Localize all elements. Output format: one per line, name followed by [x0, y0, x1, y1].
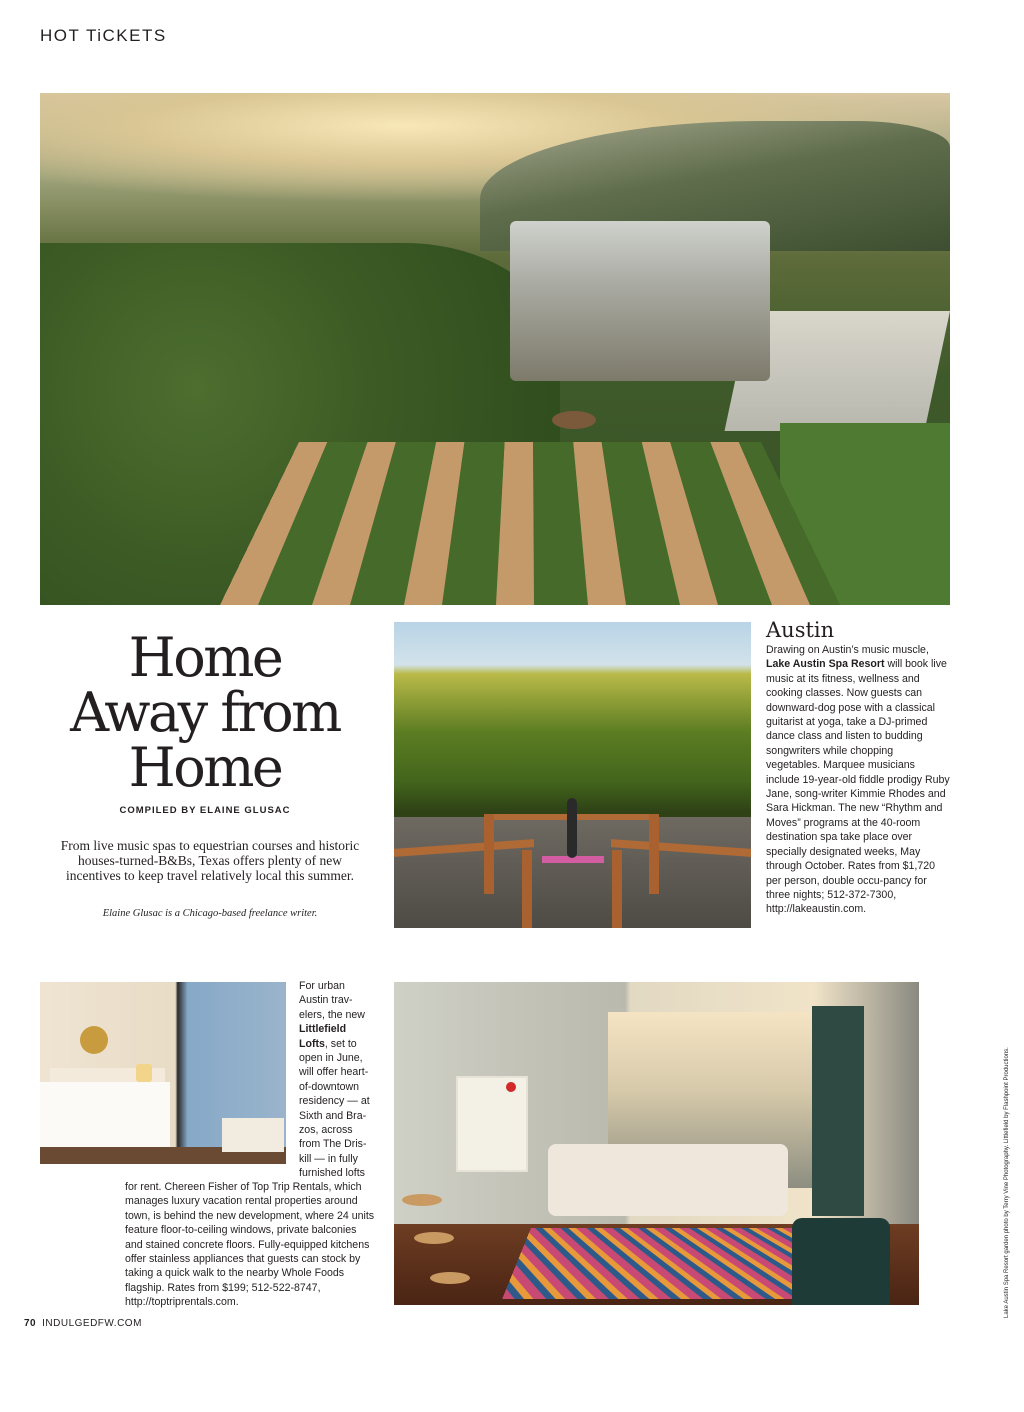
site-name: INDULGEDFW.COM	[42, 1318, 142, 1329]
garden-hero-photo	[40, 93, 950, 605]
folio	[24, 1318, 142, 1329]
lofts-text: For urban Austin trav-elers, the new	[299, 980, 365, 1021]
lofts-body-narrow	[299, 979, 371, 1181]
author-credit: Elaine Glusac is a Chicago-based freelance writer.	[102, 908, 318, 919]
lofts-body-wide: for rent. Chereen Fisher of Top Trip Rentals, which manages luxury vacation rental properties around town, is behind the new development, where 24 units feature floor-to-ceiling windows, private balconies and stained concrete floors. Fully-equipped kitchens offer stainless appliances that guests can stock by taking a quick walk to the nearby Whole Foods flagship. Rates from $199; 512-522-8747, http://toptriprentals.com.	[125, 1181, 375, 1309]
deck-post	[484, 814, 494, 894]
title-line: Home	[128, 626, 282, 689]
section-header: HOT TiCKETS	[40, 26, 167, 45]
austin-text: Drawing on Austin’s music muscle,	[766, 644, 929, 656]
patterned-rug	[502, 1228, 824, 1299]
hero-resort-buildings	[510, 221, 770, 381]
bar-stool	[414, 1232, 454, 1244]
curtain	[812, 1006, 864, 1216]
hero-fountain	[552, 411, 596, 429]
austin-body	[766, 643, 950, 917]
austin-heading: Austin	[766, 618, 835, 642]
green-armchair	[792, 1218, 890, 1305]
hero-garden-beds	[220, 442, 840, 605]
yoga-figure	[567, 798, 577, 858]
austin-text: will book live music at its fitness, wellness and cooking classes. Now guests can downward-dog pose with a classical guitarist at yoga, take a DJ-primed dance class and listen to budding songwriters while chopping vegetables. Marquee musicians include 19-year-old fiddle prodigy Ruby Jane, song-writer Kimmie Rhodes and Sara Hickman. The new “Rhythm and Moves” programs at the 40-room destination spa take place over specially designated weeks, May through October. Rates from $1,720 per person, double occu-pancy for three nights; 512-372-7300, http://lakeaustin.com.	[766, 658, 950, 916]
title-line: Away from	[70, 681, 340, 744]
lofts-text: , set to open in June, will offer heart-of-downtown residency — at Sixth and Bra-zos, across from The Dris-kill — in fully furnished lofts	[299, 1037, 370, 1180]
bar-stool	[402, 1194, 442, 1206]
intro-text: From live music spas to equestrian courses and historic houses-turned-B&Bs, Texas offers plenty of new incentives to keep travel relatively local this summer.	[60, 838, 360, 883]
sectional-sofa	[548, 1144, 788, 1216]
sunburst-mirror	[80, 1026, 108, 1054]
bar-stool	[430, 1272, 470, 1284]
deck-post	[649, 814, 659, 894]
deck-post	[612, 850, 622, 928]
page-number: 70	[24, 1318, 37, 1329]
title-line: Home	[128, 736, 282, 799]
austin-venue: Lake Austin Spa Resort	[766, 658, 885, 671]
photo-credit: Lake Austin Spa Resort garden photo by Terry Vine Photography. Littlefield by Flashpoint Productions.	[1004, 1047, 1010, 1318]
loft-bedroom-photo	[40, 982, 286, 1164]
loft-living-room-photo	[394, 982, 919, 1305]
bedside-lamp	[136, 1064, 152, 1082]
red-balloon	[506, 1082, 516, 1092]
armchair	[222, 1118, 284, 1152]
lofts-venue: Littlefield Lofts	[299, 1023, 347, 1050]
wall-art	[456, 1076, 528, 1172]
yoga-deck-photo	[394, 622, 751, 928]
deck-post	[522, 850, 532, 928]
feature-title	[40, 626, 370, 799]
byline: COMPILED BY ELAINE GLUSAC	[119, 805, 291, 816]
